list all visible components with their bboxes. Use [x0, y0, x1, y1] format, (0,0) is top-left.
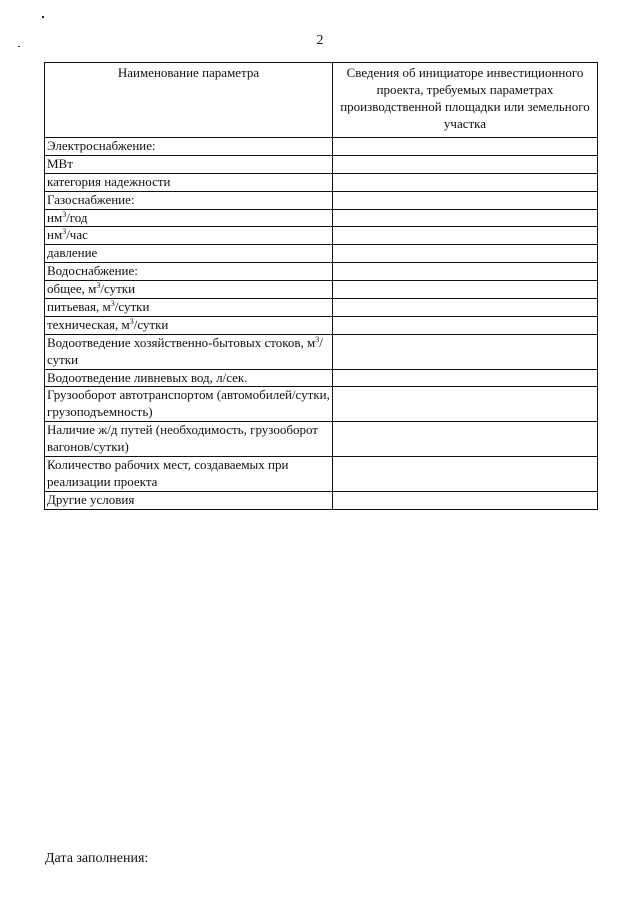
row-label: Газоснабжение:	[45, 191, 333, 209]
superscript: 3	[62, 227, 67, 237]
table-header-row	[45, 63, 598, 138]
table-row	[45, 191, 598, 209]
table-row	[45, 155, 598, 173]
row-value-cell[interactable]	[333, 316, 598, 334]
row-label-cell	[45, 227, 333, 245]
row-unit: /сутки	[47, 334, 323, 367]
row-label-cell	[45, 334, 333, 369]
table-row	[45, 173, 598, 191]
row-value-cell[interactable]	[333, 227, 598, 245]
fill-date-label: Дата заполнения:	[45, 851, 149, 866]
header-info: Сведения об инициаторе инвестиционного проекта, требуемых параметрах производственной площадки или земельного участка	[333, 63, 598, 138]
row-value-cell[interactable]	[333, 138, 598, 156]
table-row	[45, 281, 598, 299]
row-label: Наличие ж/д путей (необходимость, грузооборот вагонов/сутки)	[45, 422, 333, 457]
row-value-cell[interactable]	[333, 491, 598, 509]
row-value-cell[interactable]	[333, 369, 598, 387]
row-label: техническая, м	[47, 316, 130, 332]
row-label: Водоотведение хозяйственно-бытовых стоков, м	[47, 334, 316, 350]
superscript: 3	[129, 316, 134, 326]
row-value-cell[interactable]	[333, 299, 598, 317]
row-value-cell[interactable]	[333, 173, 598, 191]
row-label-cell	[45, 281, 333, 299]
table-row	[45, 491, 598, 509]
superscript: 3	[110, 299, 115, 309]
table-row	[45, 138, 598, 156]
row-unit: /сутки	[133, 316, 169, 332]
table-row	[45, 369, 598, 387]
table-row	[45, 263, 598, 281]
row-unit: /сутки	[114, 299, 150, 315]
row-value-cell[interactable]	[333, 281, 598, 299]
row-value-cell[interactable]	[333, 191, 598, 209]
superscript: 3	[96, 281, 101, 291]
page-number: 2	[316, 33, 324, 48]
row-label-cell	[45, 299, 333, 317]
table-row	[45, 457, 598, 492]
row-label: Количество рабочих мест, создаваемых при реализации проекта	[45, 457, 333, 492]
row-label: питьевая, м	[47, 299, 111, 315]
row-label: Другие условия	[45, 491, 333, 509]
table-row	[45, 387, 598, 422]
row-label-cell	[45, 316, 333, 334]
row-unit: /сутки	[100, 281, 136, 297]
row-label: давление	[45, 245, 333, 263]
row-value-cell[interactable]	[333, 155, 598, 173]
row-label-cell	[45, 209, 333, 227]
row-unit: /час	[66, 227, 88, 243]
row-value-cell[interactable]	[333, 334, 598, 369]
table-row	[45, 245, 598, 263]
row-value-cell[interactable]	[333, 457, 598, 492]
superscript: 3	[315, 334, 320, 344]
row-label: Водоотведение ливневых вод, л/сек.	[45, 369, 333, 387]
row-label: Грузооборот автотранспортом (автомобилей/сутки, грузоподъемность)	[45, 387, 333, 422]
row-value-cell[interactable]	[333, 209, 598, 227]
row-label: Электроснабжение:	[45, 138, 333, 156]
scan-speck	[42, 16, 44, 18]
table-row	[45, 209, 598, 227]
parameters-table	[44, 62, 598, 510]
row-label: Водоснабжение:	[45, 263, 333, 281]
row-value-cell[interactable]	[333, 422, 598, 457]
header-param: Наименование параметра	[45, 63, 333, 138]
row-value-cell[interactable]	[333, 263, 598, 281]
table-row	[45, 227, 598, 245]
row-label: МВт	[45, 155, 333, 173]
row-label: общее, м	[47, 281, 97, 297]
table-row	[45, 334, 598, 369]
row-value-cell[interactable]	[333, 387, 598, 422]
table-row	[45, 422, 598, 457]
row-label: нм	[47, 209, 63, 225]
row-label: категория надежности	[45, 173, 333, 191]
row-unit: /год	[66, 209, 88, 225]
table-row	[45, 316, 598, 334]
row-value-cell[interactable]	[333, 245, 598, 263]
superscript: 3	[62, 209, 67, 219]
table-row	[45, 299, 598, 317]
row-label: нм	[47, 227, 63, 243]
